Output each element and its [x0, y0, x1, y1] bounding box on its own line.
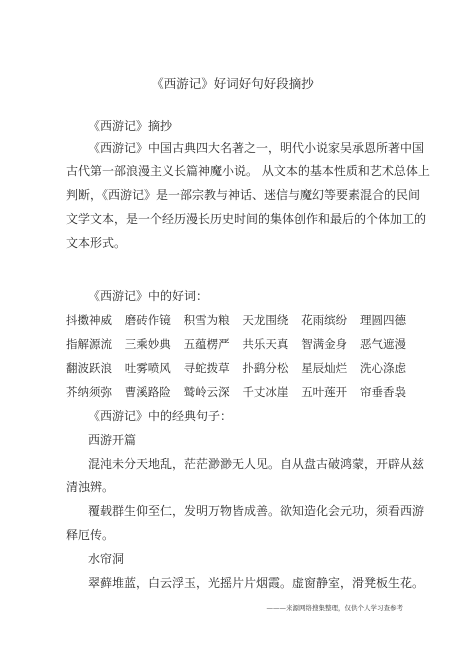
- good-word: 吐雾喷风: [124, 361, 171, 375]
- good-word: 共乐天真: [242, 337, 289, 351]
- footer-note: ———来源网络搜集整理，仅供个人学习查参考: [266, 604, 403, 612]
- good-word: 寻蛇拨草: [183, 361, 230, 375]
- excerpt-heading: 《西游记》摘抄: [88, 119, 173, 133]
- good-word: 天龙围绕: [242, 313, 289, 327]
- section-line: 翠藓堆蓝，白云浮玉，光摇片片烟霞。虚窗静室，滑凳板生花。: [88, 576, 425, 590]
- section-line: 清浊辨。: [66, 480, 115, 494]
- good-word: 五叶莲开: [301, 385, 348, 399]
- good-word: 智满金身: [301, 337, 348, 351]
- intro-line: 古代第一部浪漫主义长篇神魔小说。 从文本的基本性质和艺术总体上: [66, 164, 430, 178]
- good-words-heading: 《西游记》中的好词：: [88, 289, 209, 303]
- intro-line: 文本形式。: [66, 236, 127, 250]
- intro-line: 判断，《西游记》是一部宗教与神话、迷信与魔幻等要素混合的民间: [66, 188, 421, 202]
- good-word: 积雪为粮: [183, 313, 230, 327]
- good-words-row: [66, 336, 406, 352]
- good-word: 抖擞神威: [66, 313, 112, 327]
- good-word: 星辰灿烂: [301, 361, 348, 375]
- section-heading: 水帘洞: [88, 552, 125, 566]
- good-word: 芥纳须弥: [66, 385, 112, 399]
- section-line: 混沌未分天地乱，茫茫渺渺无人见。自从盘古破鸿蒙，开辟从兹: [88, 457, 425, 471]
- good-words-row: [66, 312, 406, 328]
- section-heading: 西游开篇: [88, 433, 137, 447]
- intro-line: 文学文本，是一个经历漫长历史时间的集体创作和最后的个体加工的: [66, 212, 427, 226]
- good-word: 磨砖作镜: [124, 313, 171, 327]
- good-word: 指解源流: [66, 337, 112, 351]
- classic-sentences-heading: 《西游记》中的经典句子：: [88, 409, 233, 423]
- good-word: 鹫岭云深: [183, 385, 230, 399]
- good-word: 翻波跃浪: [66, 361, 112, 375]
- good-word: 五蕴楞严: [183, 337, 230, 351]
- good-word: 曹溪路险: [124, 385, 171, 399]
- good-word: 三乘妙典: [124, 337, 171, 351]
- intro-line: 《西游记》中国古典四大名著之一，明代小说家吴承恩所著中国: [88, 141, 425, 155]
- good-word: 洗心涤虑: [359, 361, 406, 375]
- good-words-row: [66, 360, 406, 376]
- page-title: 《西游记》好词好句好段摘抄: [151, 76, 314, 91]
- section-line: 释厄传。: [66, 528, 115, 542]
- good-word: 扑鹞分松: [242, 361, 289, 375]
- good-words-row: [66, 384, 406, 400]
- good-word: 千丈冰崖: [242, 385, 289, 399]
- good-word: 帘垂香袅: [359, 385, 406, 399]
- good-word: 花雨缤纷: [301, 313, 348, 327]
- good-word: 理圆四德: [359, 313, 406, 327]
- good-word: 恶气遮漫: [359, 337, 406, 351]
- section-line: 覆载群生仰至仁，发明万物皆成善。欲知造化会元功，须看西游: [88, 504, 425, 518]
